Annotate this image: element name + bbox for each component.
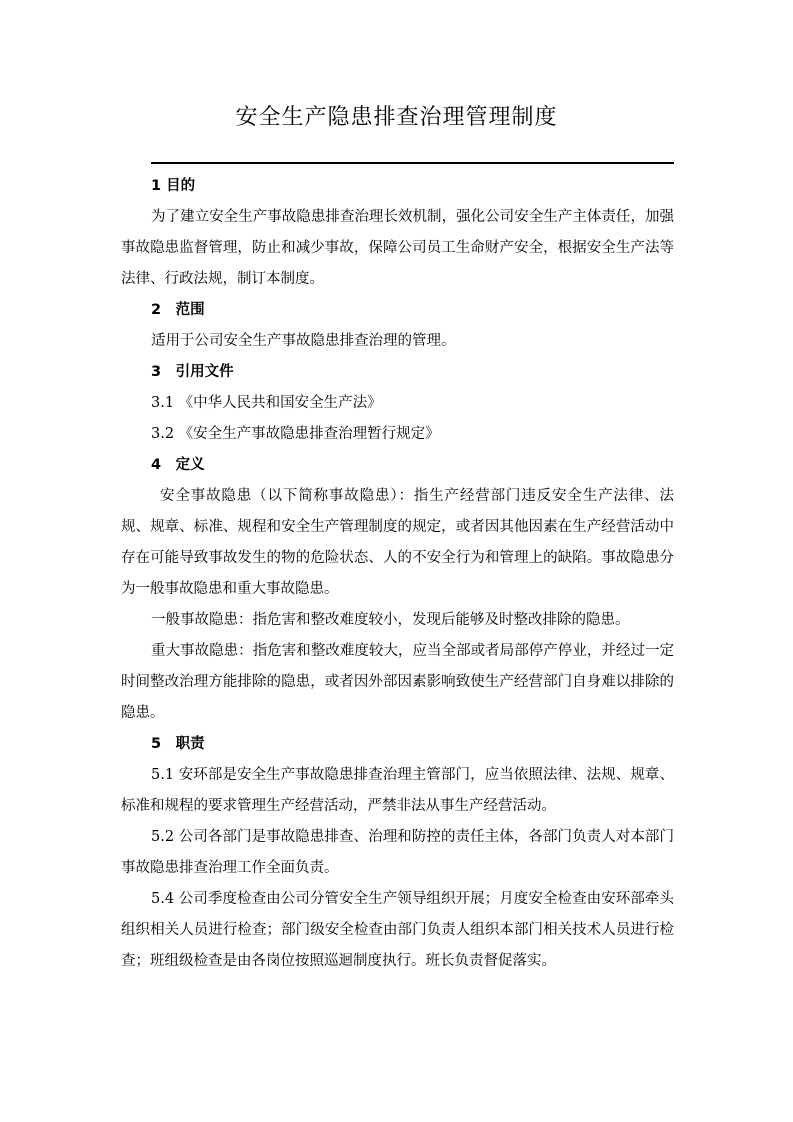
paragraph-purpose: 为了建立安全生产事故隐患排查治理长效机制，强化公司安全生产主体责任，加强事故隐患监督管理，防止和减少事故，保障公司员工生命财产安全，根据安全生产法等法律、行政法规，制订本制度。 (121, 209, 674, 287)
paragraph-responsibility-5-2: 5.2 公司各部门是事故隐患排查、治理和防控的责任主体，各部门负责人对本部门事故隐患排查治理工作全面负责。 (121, 829, 674, 876)
title-divider (151, 162, 674, 164)
paragraph-scope: 适用于公司安全生产事故隐患排查治理的管理。 (151, 333, 456, 349)
paragraph-responsibility-5-1: 5.1 安环部是安全生产事故隐患排查治理主管部门，应当依照法律、法规、规章、标准和规程的要求管理生产经营活动，严禁非法从事生产经营活动。 (121, 767, 674, 814)
reference-item-2: 3.2 《安全生产事故隐患排查治理暂行规定》 (151, 426, 440, 442)
document-title: 安全生产隐患排查治理管理制度 (235, 105, 558, 130)
section-heading-references: 3 引用文件 (151, 364, 234, 380)
section-heading-purpose: 1 目的 (151, 178, 196, 194)
section-heading-scope: 2 范围 (151, 302, 205, 318)
document-body (121, 171, 674, 977)
paragraph-responsibility-5-4: 5.4 公司季度检查由公司分管安全生产领导组织开展；月度安全检查由安环部牵头组织相关人员进行检查；部门级安全检查由部门负责人组织本部门相关技术人员进行检查；班组级检查是由各岗位按照巡迴制度执行。班长负责督促落实。 (121, 891, 674, 969)
paragraph-definition-general: 一般事故隐患：指危害和整改难度较小，发现后能够及时整改排除的隐患。 (151, 612, 630, 628)
reference-item-1: 3.1 《中华人民共和国安全生产法》 (151, 395, 382, 411)
section-heading-definitions: 4 定义 (151, 457, 205, 473)
section-heading-responsibilities: 5 职责 (151, 736, 205, 752)
paragraph-definition-major: 重大事故隐患：指危害和整改难度较大，应当全部或者局部停产停业，并经过一定时间整改治理方能排除的隐患，或者因外部因素影响致使生产经营部门自身难以排除的隐患。 (121, 643, 674, 721)
paragraph-definition-hazard: 安全事故隐患（以下简称事故隐患）：指生产经营部门违反安全生产法律、法规、规章、标准、规程和安全生产管理制度的规定，或者因其他因素在生产经营活动中存在可能导致事故发生的物的危险状态、人的不安全行为和管理上的缺陷。事故隐患分为一般事故隐患和重大事故隐患。 (121, 488, 674, 597)
